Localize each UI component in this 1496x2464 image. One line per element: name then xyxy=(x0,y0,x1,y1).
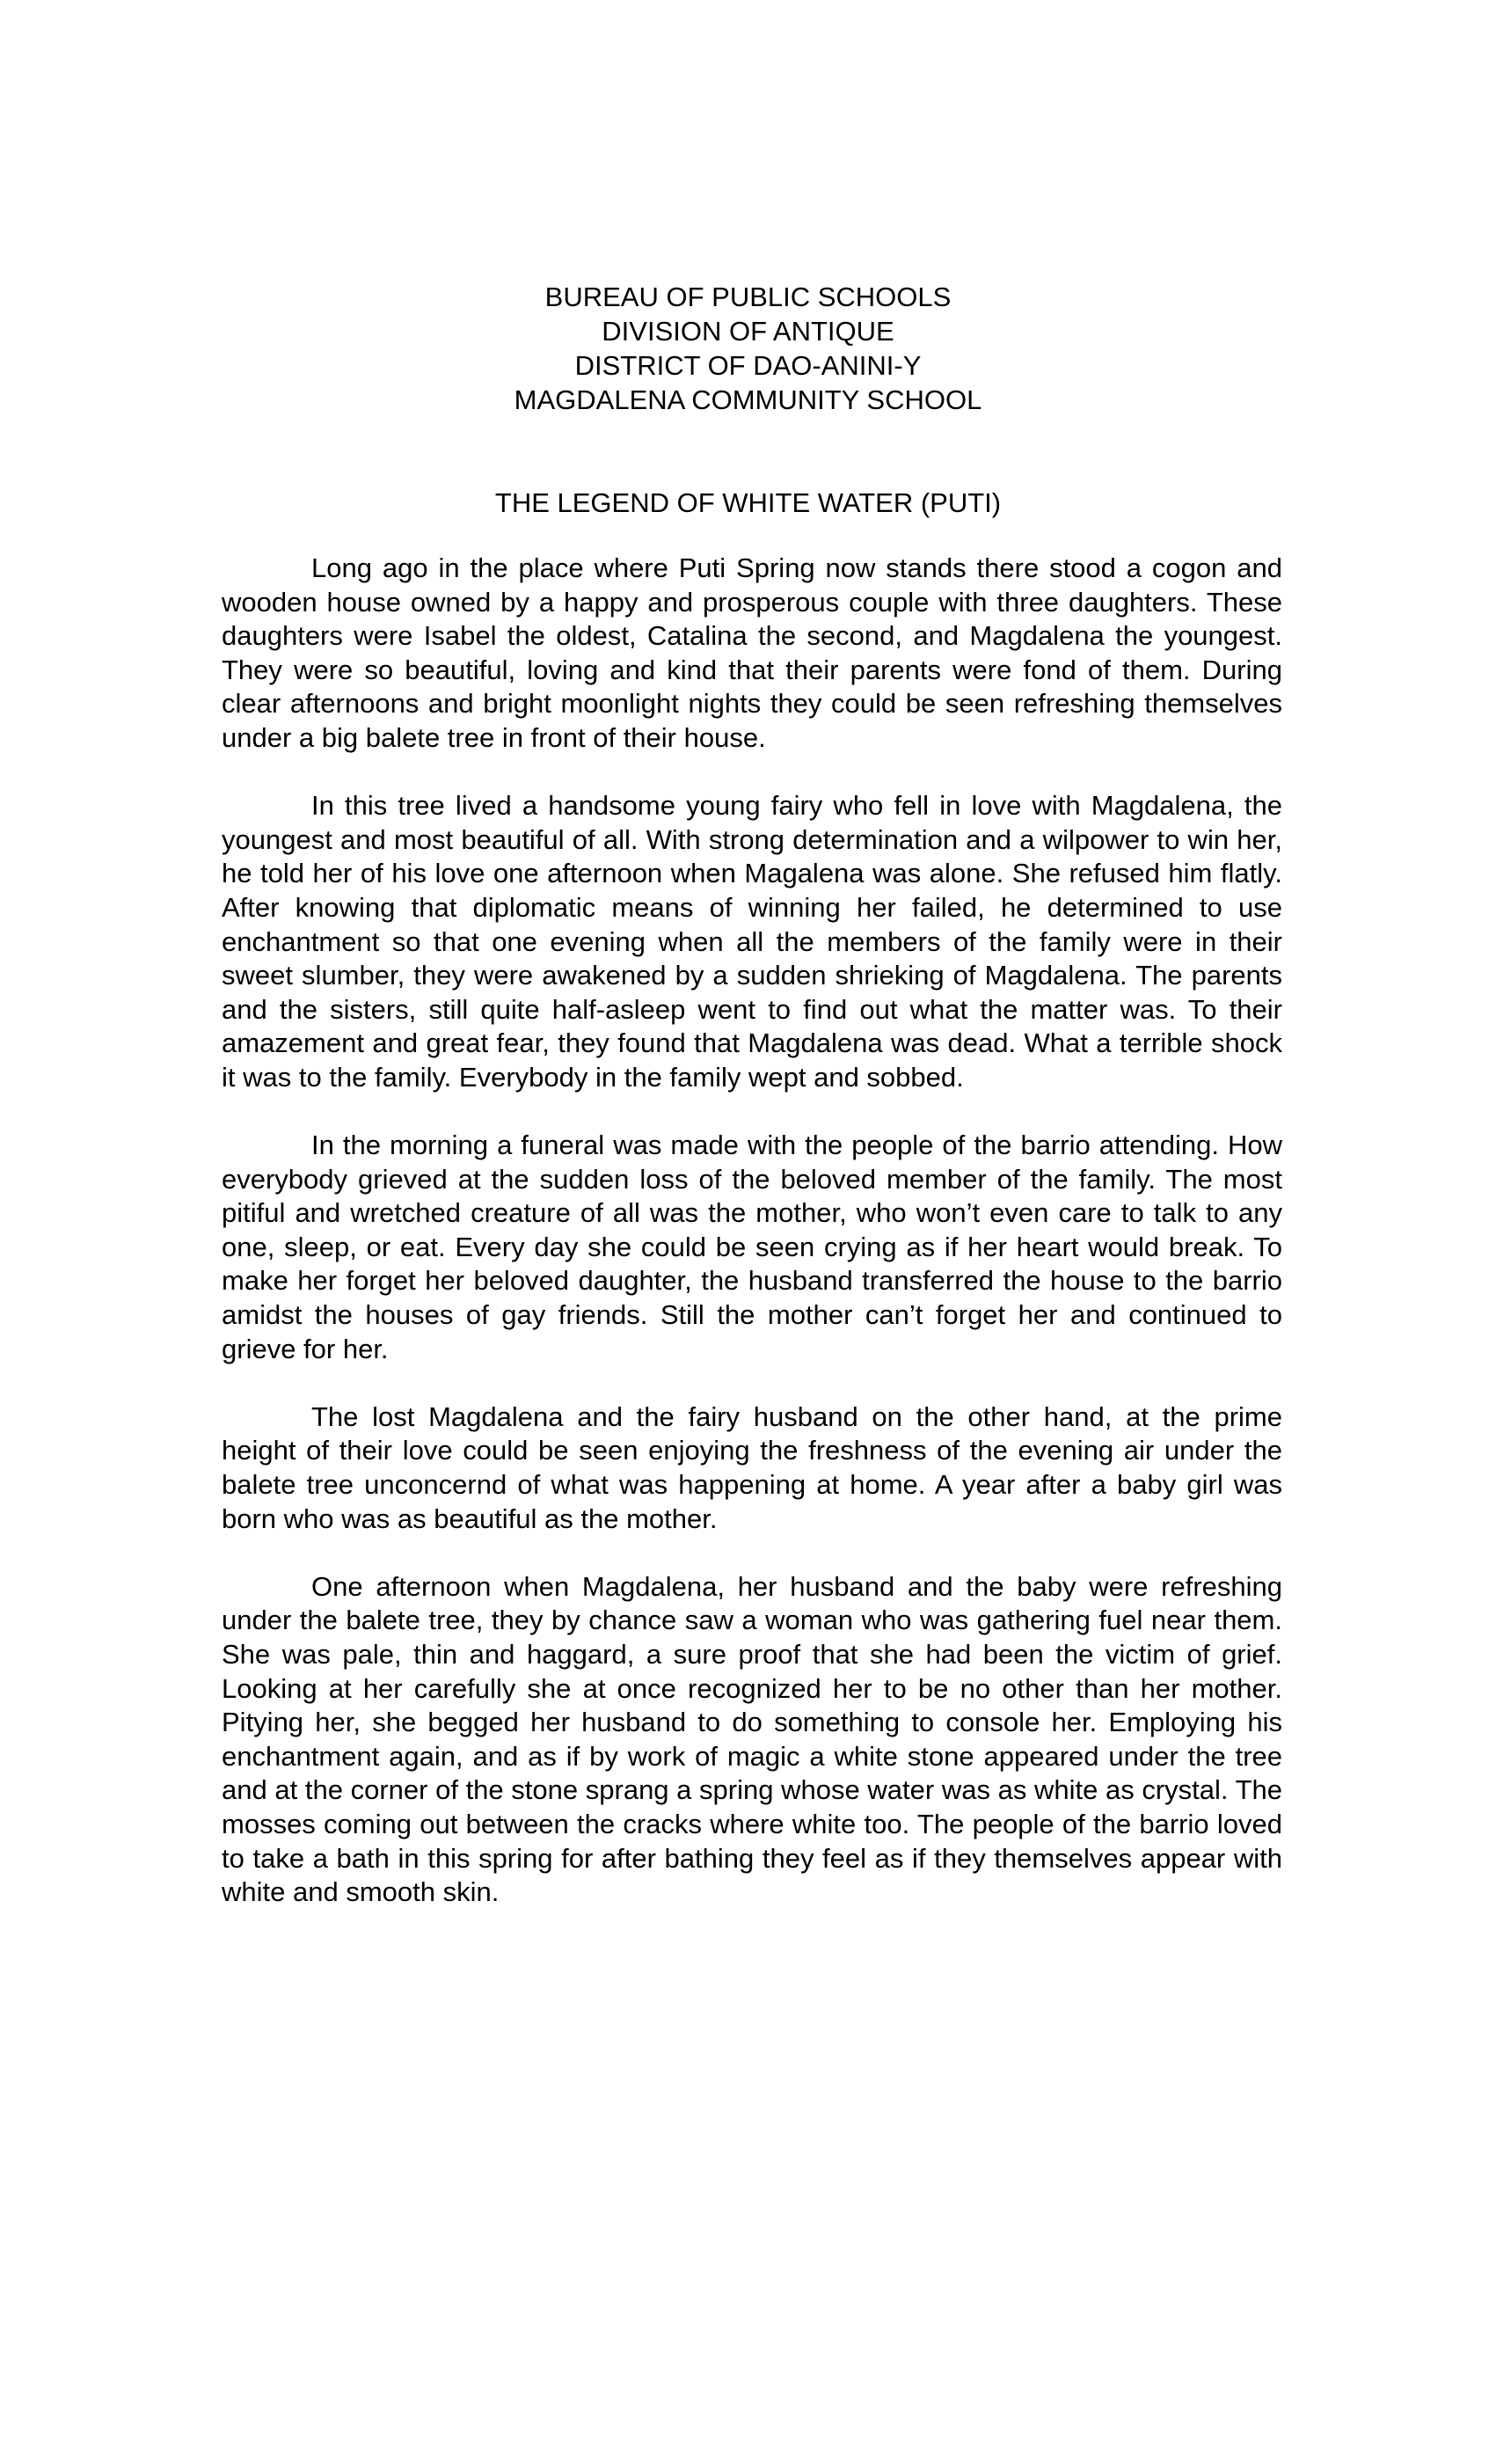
paragraph: One afternoon when Magdalena, her husband and the baby were refreshing under the balete tree, they by chance saw a woman who was gathering fuel near them. She was pale, thin and haggard, a sure proof that she had been the victim of grief. Looking at her carefully she at once recognized her to be no other than her mother. Pitying her, she begged her husband to do something to console her. Employing his enchantment again, and as if by work of magic a white stone appeared under the tree and at the corner of the stone sprang a spring whose water was as white as crystal. The mosses coming out between the cracks where white too. The people of the barrio loved to take a bath in this spring for after bathing they feel as if they themselves appear with white and smooth skin. xyxy=(222,1570,1282,1908)
header-bureau: BUREAU OF PUBLIC SCHOOLS xyxy=(544,281,952,312)
header-district: DISTRICT OF DAO-ANINI-Y xyxy=(574,350,922,381)
paragraph: Long ago in the place where Puti Spring now stands there stood a cogon and wooden house owned by a happy and prosperous couple with three daughters. These daughters were Isabel the oldest, Catalina the second, and Magdalena the youngest. They were so beautiful, loving and kind that their parents were fond of them. During clear afternoons and bright moonlight nights they could be seen refreshing themselves under a big balete tree in front of their house. xyxy=(222,552,1282,753)
story-body xyxy=(222,552,1282,1943)
paragraph: In this tree lived a handsome young fairy who fell in love with Magdalena, the youngest and most beautiful of all. With strong determination and a wilpower to win her, he told her of his love one afternoon when Magalena was alone. She refused him flatly. After knowing that diplomatic means of winning her failed, he determined to use enchantment so that one evening when all the members of the family were in their sweet slumber, they were awakened by a sudden shrieking of Magdalena. The parents and the sisters, still quite half-asleep went to find out what the matter was. To their amazement and great fear, they found that Magdalena was dead. What a terrible shock it was to the family. Everybody in the family wept and sobbed. xyxy=(222,790,1282,1093)
document-header xyxy=(0,280,1496,417)
header-division: DIVISION OF ANTIQUE xyxy=(602,316,894,347)
header-school: MAGDALENA COMMUNITY SCHOOL xyxy=(514,384,982,415)
paragraph: In the morning a funeral was made with the people of the barrio attending. How everybody grieved at the sudden loss of the beloved member of the family. The most pitiful and wretched creature of all was the mother, who won’t even care to talk to any one, sleep, or eat. Every day she could be seen crying as if her heart would break. To make her forget her beloved daughter, the husband transferred the house to the barrio amidst the houses of gay friends. Still the mother can’t forget her and continued to grieve for her. xyxy=(222,1130,1282,1364)
document-title: THE LEGEND OF WHITE WATER (PUTI) xyxy=(494,487,1002,518)
paragraph: The lost Magdalena and the fairy husband on the other hand, at the prime height of their love could be seen enjoying the freshness of the evening air under the balete tree unconcernd of what was happening at home. A year after a baby girl was born who was as beautiful as the mother. xyxy=(222,1400,1282,1534)
